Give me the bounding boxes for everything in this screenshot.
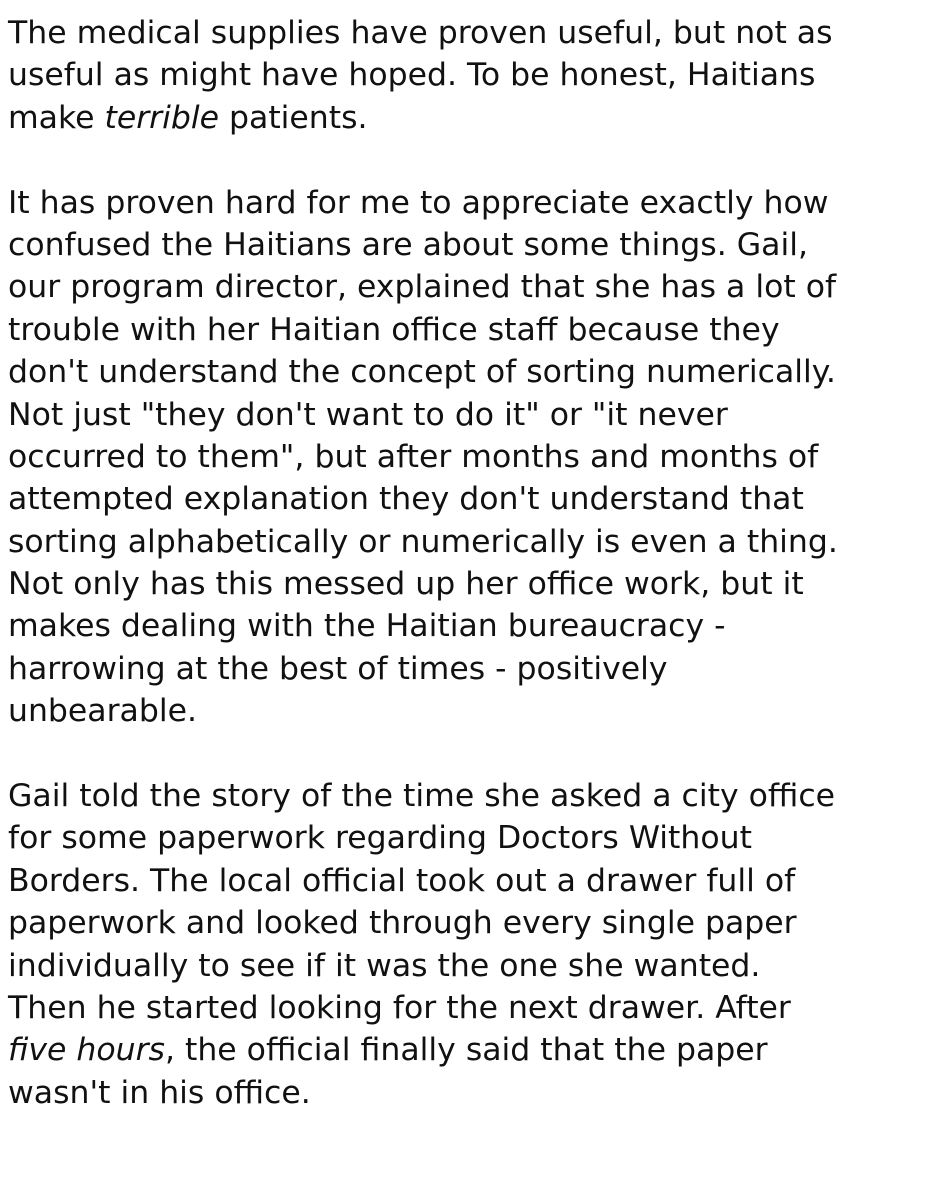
text-segment: patients. xyxy=(219,99,368,136)
text-segment: attempted explanation they don't understand that xyxy=(8,481,804,518)
text-line xyxy=(8,54,936,96)
text-segment: harrowing at the best of times - positively xyxy=(8,650,668,687)
text-segment: useful as might have hoped. To be honest, Haitians xyxy=(8,57,816,94)
text-line xyxy=(8,266,936,308)
text-segment: trouble with her Haitian office staff because they xyxy=(8,311,780,348)
paragraph-gap xyxy=(8,733,936,775)
text-segment: Borders. The local official took out a drawer full of xyxy=(8,862,796,899)
text-segment: Gail told the story of the time she asked a city office xyxy=(8,778,836,815)
text-segment: makes dealing with the Haitian bureaucracy - xyxy=(8,608,726,645)
text-segment: Then he started looking for the next drawer. After xyxy=(8,989,791,1026)
text-segment: wasn't in his office. xyxy=(8,1074,311,1111)
text-line xyxy=(8,351,936,393)
text-segment: Not just "they don't want to do it" or "it never xyxy=(8,396,728,433)
text-segment: It has proven hard for me to appreciate exactly how xyxy=(8,184,829,221)
text-line xyxy=(8,182,936,224)
paragraph xyxy=(8,12,936,139)
text-segment: make xyxy=(8,99,105,136)
paragraph-gap xyxy=(8,139,936,181)
text-segment: , the official finally said that the paper xyxy=(164,1032,768,1069)
paragraph xyxy=(8,182,936,733)
text-segment: our program director, explained that she has a lot of xyxy=(8,269,837,306)
text-line xyxy=(8,690,936,732)
text-line xyxy=(8,97,936,139)
text-segment: paperwork and looked through every single paper xyxy=(8,905,797,942)
paragraph xyxy=(8,775,936,1114)
text-line xyxy=(8,775,936,817)
text-line xyxy=(8,436,936,478)
text-line xyxy=(8,563,936,605)
text-line xyxy=(8,1072,936,1114)
text-segment: confused the Haitians are about some things. Gail, xyxy=(8,226,808,263)
text-segment: individually to see if it was the one she wanted. xyxy=(8,947,761,984)
italic-text: terrible xyxy=(104,99,220,136)
text-line xyxy=(8,902,936,944)
text-segment: The medical supplies have proven useful, but not as xyxy=(8,15,833,51)
text-line xyxy=(8,521,936,563)
text-line xyxy=(8,945,936,987)
article-text xyxy=(8,12,936,1114)
text-line xyxy=(8,605,936,647)
text-segment: unbearable. xyxy=(8,693,197,730)
text-line xyxy=(8,309,936,351)
text-line xyxy=(8,394,936,436)
text-segment: Not only has this messed up her office work, but it xyxy=(8,566,804,603)
text-line xyxy=(8,987,936,1029)
italic-text: five hours xyxy=(8,1032,165,1069)
text-segment: don't understand the concept of sorting numerically. xyxy=(8,354,836,391)
text-line xyxy=(8,860,936,902)
text-line xyxy=(8,224,936,266)
text-line xyxy=(8,648,936,690)
text-segment: for some paperwork regarding Doctors Without xyxy=(8,820,752,857)
text-line xyxy=(8,478,936,520)
text-segment: sorting alphabetically or numerically is even a thing. xyxy=(8,523,838,560)
text-line xyxy=(8,817,936,859)
text-line xyxy=(8,1029,936,1071)
text-line xyxy=(8,12,936,54)
text-segment: occurred to them", but after months and months of xyxy=(8,438,819,475)
